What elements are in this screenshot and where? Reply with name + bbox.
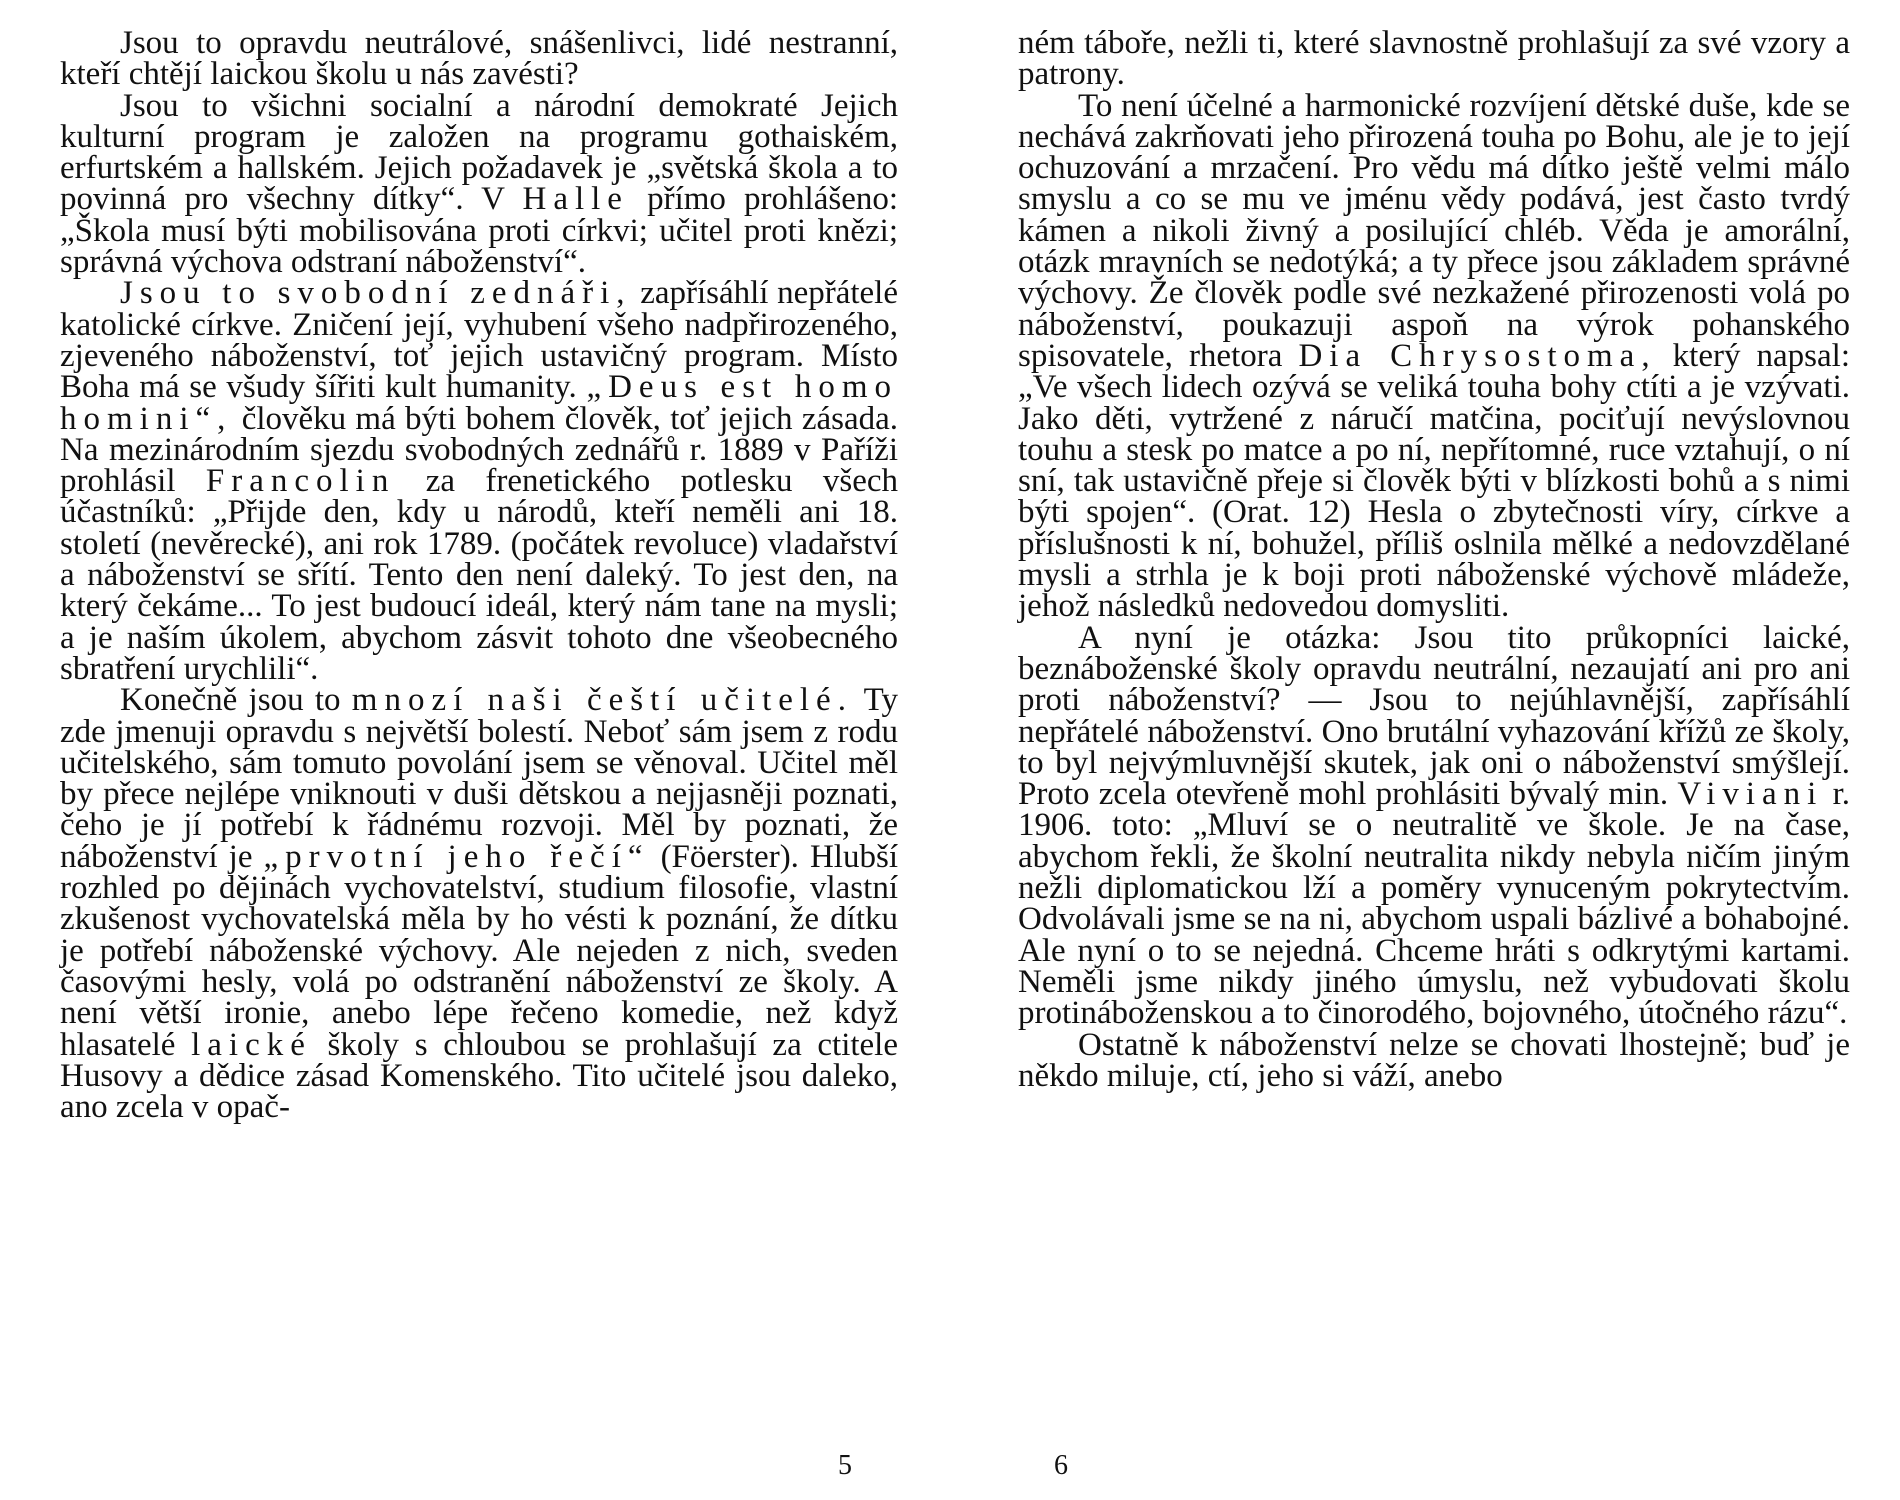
paragraph: A nyní je otázka: Jsou tito průkopníci laické, beznáboženské školy opravdu neutrální, nezaujatí ani pro ani proti náboženství? — Jsou to nejúhlavnější, zapřísáhlí nepřátelé náboženství. Ono brutální vyhazování křížů ze školy, to byl nejvýmluvnější skutek, jak oni o náboženství smýšlejí. Proto zcela otevřeně mohl prohlásiti bývalý min. Viviani r. 1906. toto: „Mluví se o neutralitě ve škole. Je na čase, abychom řekli, že školní neutralita nikdy nebyla ničím jiným nežli diplomatickou lží a poměry vynuceným pokrytectvím. Odvolávali jsme se na ni, abychom uspali bázlivé a bohabojné. Ale nyní o to se nejedná. Chceme hráti s odkrytými kartami. Neměli jsme nikdy jiného úmyslu, než vybudovati školu protináboženskou a to činorodého, bojovného, útočného rázu“. (1018, 619, 1851, 1032)
paragraph: ném táboře, nežli ti, které slavnostně prohlašují za své vzory a patrony. (1018, 25, 1850, 93)
spaced-emphasis: „Deus est homo homini“, (60, 369, 899, 437)
right-page (1018, 25, 1851, 1094)
paragraph: Ostatně k náboženství nelze se chovati lhostejně; buď je někdo miluje, ctí, jeho si váží, anebo (1018, 1026, 1850, 1094)
paragraph: To není účelné a harmonické rozvíjení dětské duše, kde se nechává zakrňovati jeho přirozená touha po Bohu, ale je to její ochuzování a mrzačení. Pro vědu má dítko ještě velmi málo smyslu a co se mu ve jménu vědy podává, jest často tvrdý kámen a nikoli živný a posilující chléb. Věda je amorální, otázk mravních se nedotýká; a ty přece jsou základem správné výchovy. Že člověk podle své nezkažené přirozenosti volá po náboženství, poukazuji aspoň na výrok pohanského spisovatele, rhetora Dia Chrysostoma, který napsal: „Ve všech lidech ozývá se veliká touha bohy ctíti a je vzývati. Jako děti, vytržené z náručí matčina, pociťují nevýslovnou touhu a stesk po matce a po ní, nepřítomné, ruce vztahují, o ní sní, tak ustavičně přeje si člověk býti v blízkosti bohů a s nimi býti spojen“. (Orat. 12) Hesla o zbytečnosti víry, církve a příslušnosti k ní, bohužel, příliš oslnila mělké a nedovzdělané mysli a strhla je k boji proti náboženské výchově mládeže, jehož následků nedovedou domysliti. (1018, 87, 1850, 625)
spaced-emphasis: laické (191, 1026, 312, 1063)
spaced-emphasis: Halle (522, 181, 629, 218)
paragraph: Jsou to všichni socialní a národní demokraté Jejich kulturní program je založen na programu gothaiském, erfurtském a hallském. Jejich požadavek je „světská škola a to povinná pro všechny dítky“. V Halle přímo prohlášeno: „Škola musí býti mobilisována proti církvi; učitel proti knězi; správná výchova odstraní náboženství“. (60, 87, 899, 281)
paragraph: Jsou to svobodní zednáři, zapřísáhlí nepřátelé katolické církve. Zničení její, vyhubení všeho nadpřirozeného, zjeveného náboženství, toť jejich ustavičný program. Místo Boha má se všudy šířiti kult humanity. „Deus est homo homini“, člověku má býti bohem člověk, toť jejich zásada. Na mezinárodním sjezdu svobodných zednářů r. 1889 v Paříži prohlásil Francolin za frenetického potlesku všech účastníků: „Přijde den, kdy u národů, kteří neměli ani 18. století (nevěrecké), ani rok 1789. (počátek revoluce) vladařství a náboženství se sřítí. Tento den není daleký. To jest den, na který čekáme... To jest budoucí ideál, který nám tane na mysli; a je naším úkolem, abychom zásvit tohoto dne všeobecného sbratření urychlili“. (60, 275, 899, 687)
spaced-emphasis: Francolin (205, 463, 396, 500)
spaced-emphasis: „prvotní jeho řečí“ (263, 838, 650, 875)
page-number: 5 (838, 1450, 852, 1481)
spaced-emphasis: Jsou to svobodní zednáři, (120, 275, 632, 312)
spaced-emphasis: mnozí naši čeští učitelé. (351, 682, 853, 719)
left-page (60, 25, 899, 1126)
paragraph: Konečně jsou to mnozí naši čeští učitelé. Ty zde jmenuji opravdu s největší bolestí. Neboť sám jsem z rodu učitelského, sám tomuto povolání jsem se věnoval. Učitel měl by přece nejlépe vniknouti v duši dětskou a nejjasněji poznati, čeho je jí potřebí k řádnému rozvoji. Měl by poznati, že náboženství je „prvotní jeho řečí“ (Föerster). Hlubší rozhled po dějinách vychovatelství, studium filosofie, vlastní zkušenost vychovatelská měla by ho vésti k poznání, že dítku je potřebí náboženské výchovy. Ale nejeden z nich, sveden časovými hesly, volá po odstranění náboženství ze školy. A není větší ironie, anebo lépe řečeno komedie, než když hlasatelé laické školy s chloubou se prohlašují za ctitele Husovy a dědice zásad Komenského. Tito učitelé jsou daleko, ano zcela v opač- (60, 682, 898, 1126)
paragraph: Jsou to opravdu neutrálové, snášenlivci, lidé nestranní, kteří chtějí laickou školu u nás zavésti? (60, 25, 898, 93)
spaced-emphasis: Dia Chrysostoma, (1298, 337, 1657, 374)
spaced-emphasis: Viviani (1677, 776, 1824, 813)
page-number: 6 (1054, 1450, 1068, 1481)
